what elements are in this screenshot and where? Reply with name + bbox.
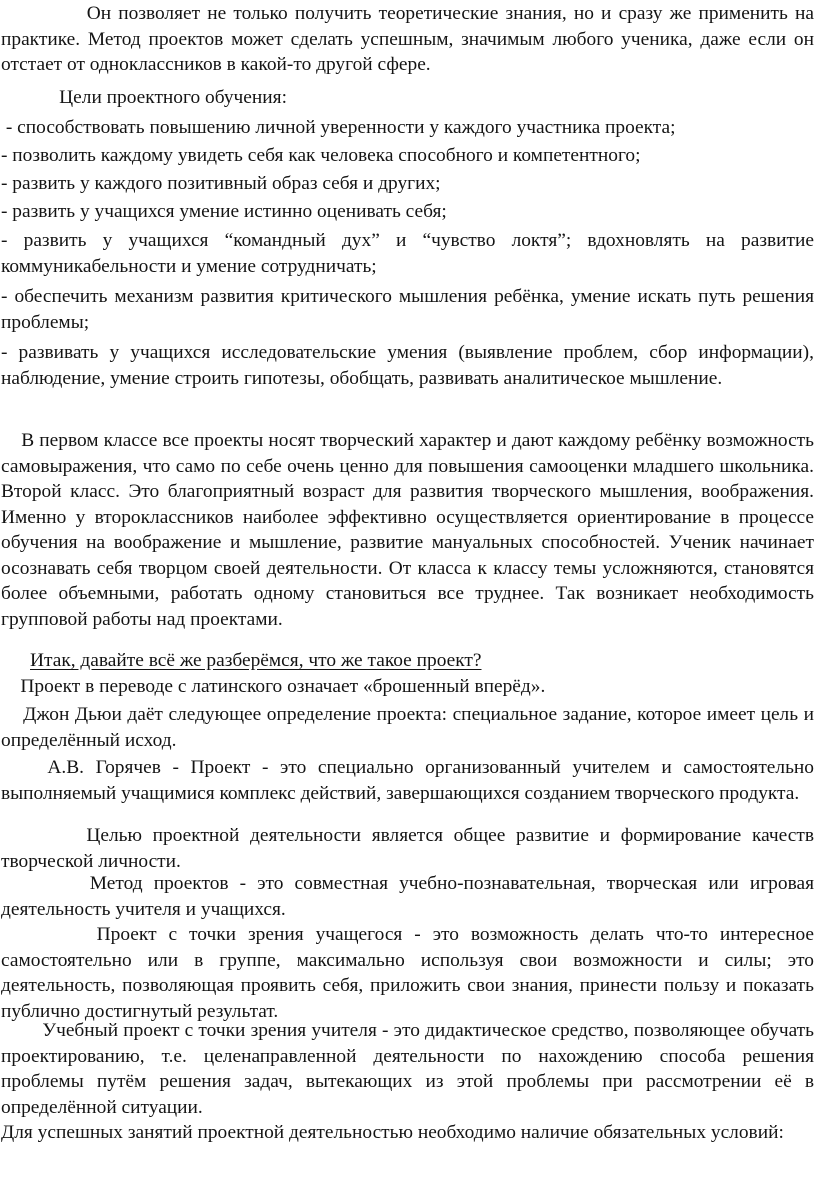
goal-item-team-spirit: - развить у учащихся “командный дух” и “чувство локтя”; вдохновлять на развитие коммуникабельности и умение сотрудничать;	[1, 230, 814, 277]
goal-item-positive-image: - развить у каждого позитивный образ себя и других;	[1, 173, 441, 194]
paragraph-project-method: Метод проектов - это совместная учебно-познавательная, творческая или игровая деятельность учителя и учащихся.	[1, 873, 814, 920]
goal-item-self-assessment: - развить у учащихся умение истинно оценивать себя;	[1, 201, 447, 222]
paragraph-intro: Он позволяет не только получить теоретические знания, но и сразу же применить на практике. Метод проектов может сделать успешным, значимым любого ученика, даже если он отстает от одноклассников в какой-то другой сфере.	[1, 3, 814, 75]
paragraph-dewey-definition: Джон Дьюи даёт следующее определение проекта: специальное задание, которое имеет цель и определённый исход.	[1, 704, 814, 751]
goal-item-competence: - позволить каждому увидеть себя как человека способного и компетентного;	[1, 145, 641, 166]
paragraph-question	[30, 648, 814, 674]
paragraph-goals-heading: Цели проектного обучения:	[1, 87, 287, 108]
question-underlined-text: Итак, давайте всё же разберёмся, что же такое проект?	[30, 650, 482, 671]
paragraph-conditions: Для успешных занятий проектной деятельностью необходимо наличие обязательных условий:	[1, 1122, 784, 1143]
goal-item-confidence: - способствовать повышению личной уверенности у каждого участника проекта;	[1, 117, 676, 138]
paragraph-goryachev-definition: А.В. Горячев - Проект - это специально организованный учителем и самостоятельно выполняемый учащимися комплекс действий, завершающихся созданием творческого продукта.	[1, 757, 814, 804]
goal-item-critical-thinking: - обеспечить механизм развития критического мышления ребёнка, умение искать путь решения проблемы;	[1, 286, 814, 333]
paragraph-project-goal: Целью проектной деятельности является общее развитие и формирование качеств творческой личности.	[1, 825, 814, 872]
paragraph-project-translation: Проект в переводе с латинского означает «брошенный вперёд».	[1, 676, 546, 697]
paragraph-teacher-view: Учебный проект с точки зрения учителя - это дидактическое средство, позволяющее обучать проектированию, т.е. целенаправленной деятельности по нахождению способа решения проблемы путём решения задач, вытекающих из этой проблемы при рассмотрении её в определённой ситуации.	[1, 1020, 814, 1118]
paragraph-student-view: Проект с точки зрения учащегося - это возможность делать что-то интересное самостоятельно или в группе, максимально используя свои возможности и силы; это деятельность, позволяющая проявить себя, приложить свои знания, принести пользу и показать публично достигнутый результат.	[1, 924, 814, 1022]
paragraph-first-class: В первом классе все проекты носят творческий характер и дают каждому ребёнку возможность самовыражения, что само по себе очень ценно для повышения самооценки младшего школьника. Второй класс. Это благоприятный возраст для развития творческого мышления, воображения. Именно у второклассников наиболее эффективно осуществляется ориентирование в процессе обучения на воображение и мышление, развитие мануальных способностей. Ученик начинает осознавать себя творцом своей деятельности. От класса к классу темы усложняются, становятся более объемными, работать одному становиться все труднее. Так возникает необходимость групповой работы над проектами.	[1, 430, 814, 630]
goal-item-research-skills: - развивать у учащихся исследовательские умения (выявление проблем, сбор информации), наблюдение, умение строить гипотезы, обобщать, развивать аналитическое мышление.	[1, 342, 814, 389]
